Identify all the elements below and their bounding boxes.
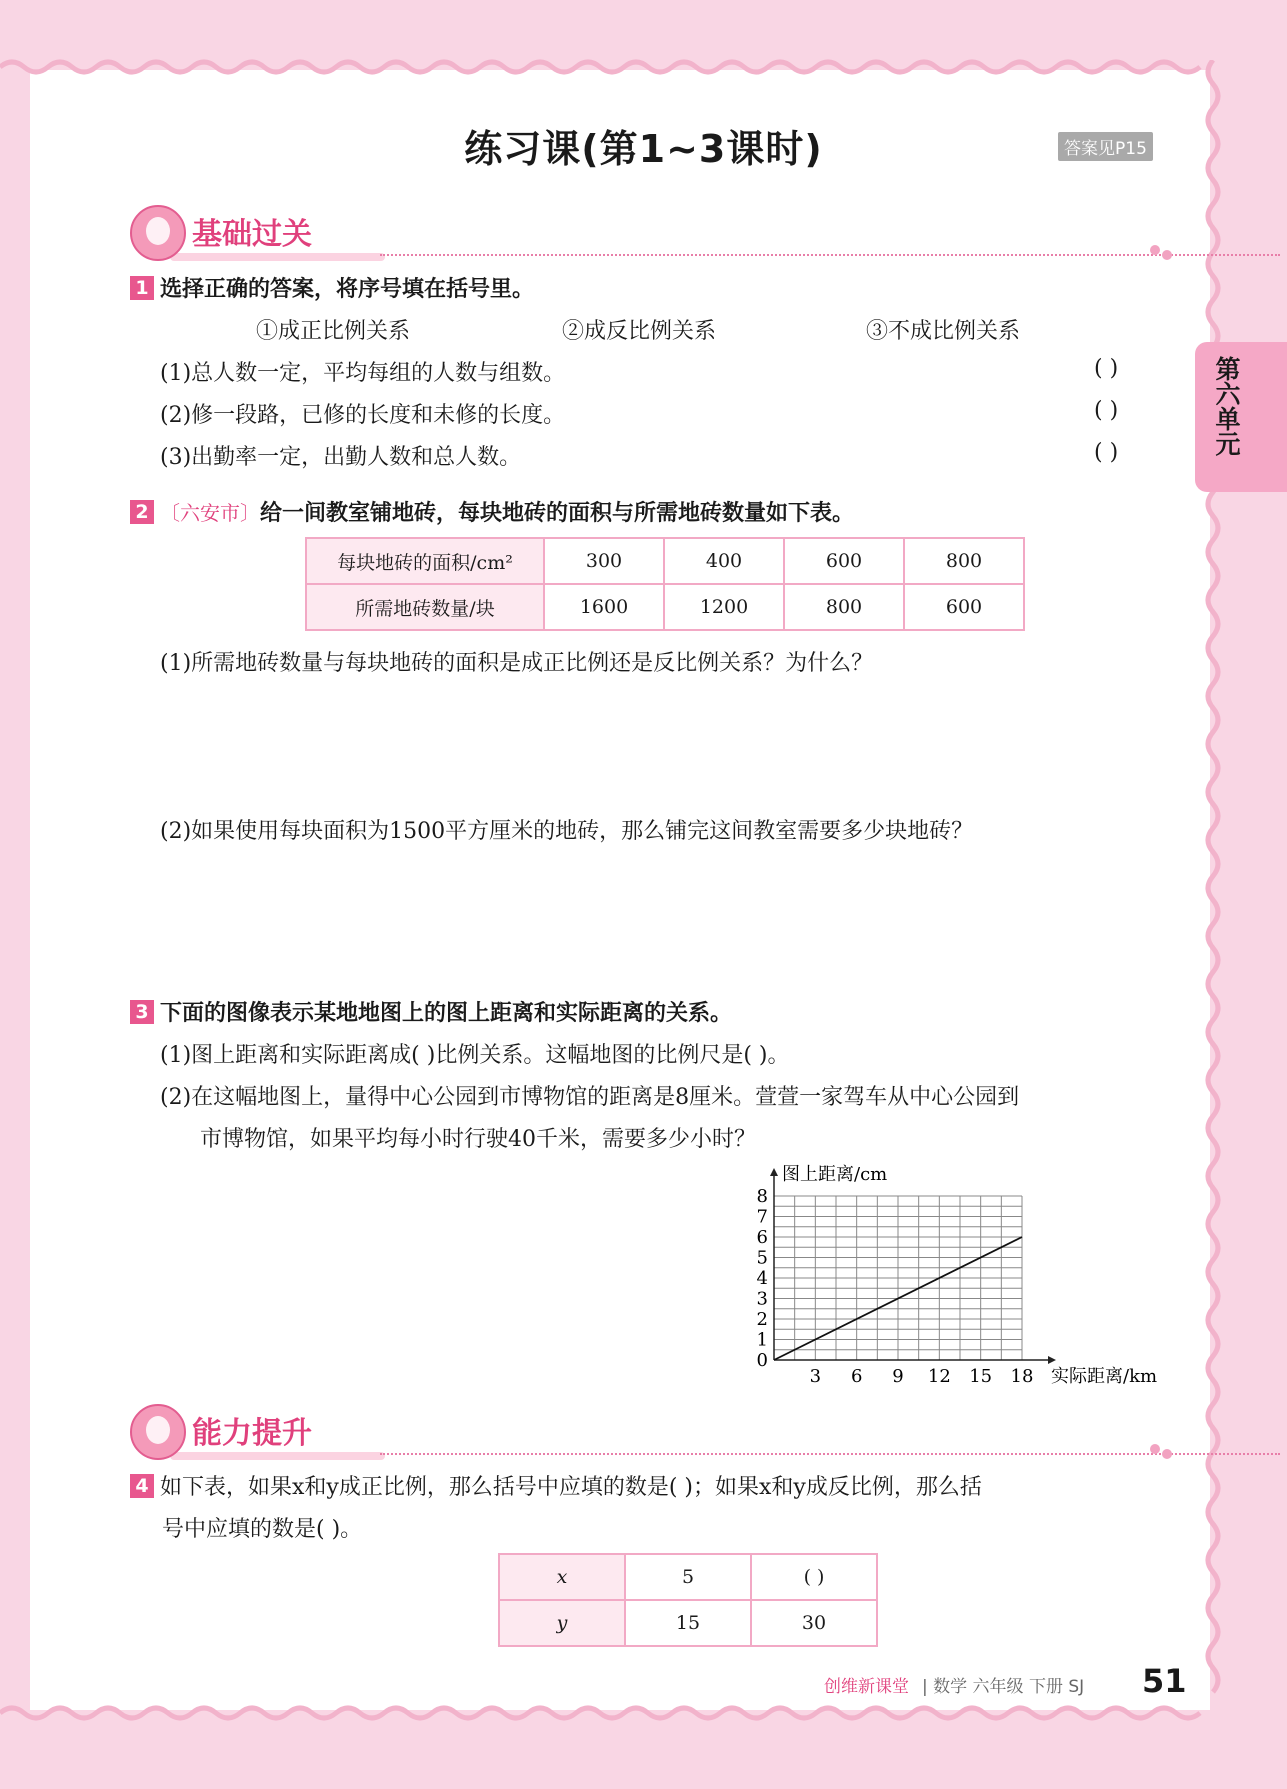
dot-decoration-icon: [1162, 1449, 1172, 1459]
x-tick-label: 6: [850, 1366, 863, 1387]
section-basic-title: 基础过关: [192, 217, 312, 252]
dotted-divider: [380, 1453, 1280, 1455]
table-cell[interactable]: ( ): [751, 1554, 877, 1600]
dot-decoration-icon: [1162, 250, 1172, 260]
q2-sub-1: (1)所需地砖数量与每块地砖的面积是成正比例还是反比例关系？为什么？: [160, 651, 874, 676]
question-source: 〔六安市〕: [160, 501, 260, 525]
section-underline: [170, 1452, 385, 1460]
y-tick-label: 7: [756, 1206, 768, 1228]
table-cell: 800: [784, 584, 904, 630]
table-cell: 5: [625, 1554, 751, 1600]
q1-item-3: (3)出勤率一定，出勤人数和总人数。: [160, 445, 522, 470]
question-3: [130, 996, 732, 1027]
table-cell: 400: [664, 538, 784, 584]
distance-chart: [740, 1160, 1180, 1395]
right-wave-border: [1198, 60, 1228, 1710]
chart-axes: [770, 1168, 1056, 1364]
y-tick-label: 1: [756, 1329, 768, 1351]
answer-reference-tag: 答案见P15: [1058, 132, 1153, 161]
cartoon-avatar-icon: [130, 1404, 186, 1460]
table-cell: 300: [544, 538, 664, 584]
question-2: [130, 496, 854, 527]
xy-table: [498, 1553, 878, 1647]
question-1: [130, 272, 534, 303]
top-wave-border: [0, 52, 1287, 82]
section-advanced-header: [130, 1404, 1170, 1464]
question-number: 3: [130, 1000, 154, 1024]
y-axis-arrow-icon: [770, 1168, 778, 1176]
footer-info-text: 数学 六年级 下册 SJ: [933, 1677, 1085, 1697]
section-underline: [170, 253, 385, 261]
unit-side-tab-label: 第六单元: [1212, 356, 1241, 456]
dot-decoration-icon: [1150, 245, 1160, 255]
question-4-line2: 号中应填的数是( )。: [162, 1517, 363, 1542]
answer-blank[interactable]: ( ): [1094, 440, 1119, 465]
table-row: [306, 538, 1024, 584]
question-2-text: 给一间教室铺地砖，每块地砖的面积与所需地砖数量如下表。: [260, 501, 855, 526]
table-row-label: y: [499, 1600, 625, 1646]
y-tick-label: 5: [756, 1247, 768, 1269]
question-4: [130, 1470, 982, 1501]
x-tick-label: 3: [809, 1366, 822, 1387]
question-number: 2: [130, 500, 154, 524]
chart-grid: [774, 1196, 1022, 1360]
option-3: ③不成比例关系: [866, 319, 1021, 344]
table-row-label: 所需地砖数量/块: [306, 584, 544, 630]
x-tick-label: 15: [969, 1366, 993, 1387]
q1-item-1: (1)总人数一定，平均每组的人数与组数。: [160, 361, 566, 386]
y-tick-label: 3: [756, 1288, 768, 1310]
footer-info: | 数学 六年级 下册 SJ: [922, 1677, 1085, 1697]
cartoon-avatar-icon: [130, 205, 186, 261]
q3-sub-1: (1)图上距离和实际距离成( )比例关系。这幅地图的比例尺是( )。: [160, 1043, 790, 1068]
x-axis-label: 实际距离/km: [1051, 1366, 1158, 1387]
section-basic-header: [130, 205, 1170, 265]
table-row: [499, 1554, 877, 1600]
bottom-wave-border: [0, 1698, 1287, 1728]
table-cell: 15: [625, 1600, 751, 1646]
table-row-label: x: [499, 1554, 625, 1600]
y-tick-label: 4: [756, 1268, 768, 1289]
y-tick-label: 6: [756, 1227, 768, 1248]
table-cell: 1200: [664, 584, 784, 630]
tile-table: [305, 537, 1025, 631]
option-1: ①成正比例关系: [256, 319, 411, 344]
dot-decoration-icon: [1150, 1444, 1160, 1454]
option-2: ②成反比例关系: [562, 319, 717, 344]
table-row-label: 每块地砖的面积/cm²: [306, 538, 544, 584]
question-3-text: 下面的图像表示某地地图上的图上距离和实际距离的关系。: [160, 1001, 733, 1026]
x-axis-arrow-icon: [1048, 1356, 1056, 1364]
x-tick-label: 18: [1010, 1366, 1034, 1387]
y-tick-label: 2: [756, 1309, 768, 1330]
page-number: 51: [1142, 1662, 1187, 1700]
y-axis-label: 图上距离/cm: [782, 1164, 888, 1185]
table-row: [499, 1600, 877, 1646]
q1-item-2: (2)修一段路，已修的长度和未修的长度。: [160, 403, 566, 428]
q3-sub-2-line2: 市博物馆，如果平均每小时行驶40千米，需要多少小时？: [200, 1127, 756, 1152]
question-number: 1: [130, 276, 154, 300]
table-cell: 600: [784, 538, 904, 584]
table-cell: 30: [751, 1600, 877, 1646]
answer-blank[interactable]: ( ): [1094, 398, 1119, 423]
table-cell: 1600: [544, 584, 664, 630]
page-title: 练习课(第1~3课时): [464, 127, 823, 171]
section-advanced-title: 能力提升: [192, 1416, 312, 1451]
question-number: 4: [130, 1474, 154, 1498]
dotted-divider: [380, 254, 1280, 256]
question-4-line1: 如下表，如果x和y成正比例，那么括号中应填的数是( )；如果x和y成反比例，那么括: [160, 1475, 982, 1500]
footer-brand: 创维新课堂: [824, 1677, 909, 1697]
table-cell: 600: [904, 584, 1024, 630]
q2-sub-2: (2)如果使用每块面积为1500平方厘米的地砖，那么铺完这间教室需要多少块地砖？: [160, 819, 974, 844]
y-tick-label: 0: [756, 1350, 768, 1371]
x-tick-label: 12: [927, 1366, 951, 1387]
table-cell: 800: [904, 538, 1024, 584]
x-tick-label: 9: [892, 1366, 904, 1387]
y-tick-label: 8: [756, 1186, 768, 1207]
answer-blank[interactable]: ( ): [1094, 356, 1119, 381]
q3-sub-2-line1: (2)在这幅地图上，量得中心公园到市博物馆的距离是8厘米。萱萱一家驾车从中心公园到: [160, 1085, 1020, 1110]
unit-side-tab: [1195, 342, 1287, 492]
question-1-text: 选择正确的答案，将序号填在括号里。: [160, 277, 535, 302]
table-row: [306, 584, 1024, 630]
